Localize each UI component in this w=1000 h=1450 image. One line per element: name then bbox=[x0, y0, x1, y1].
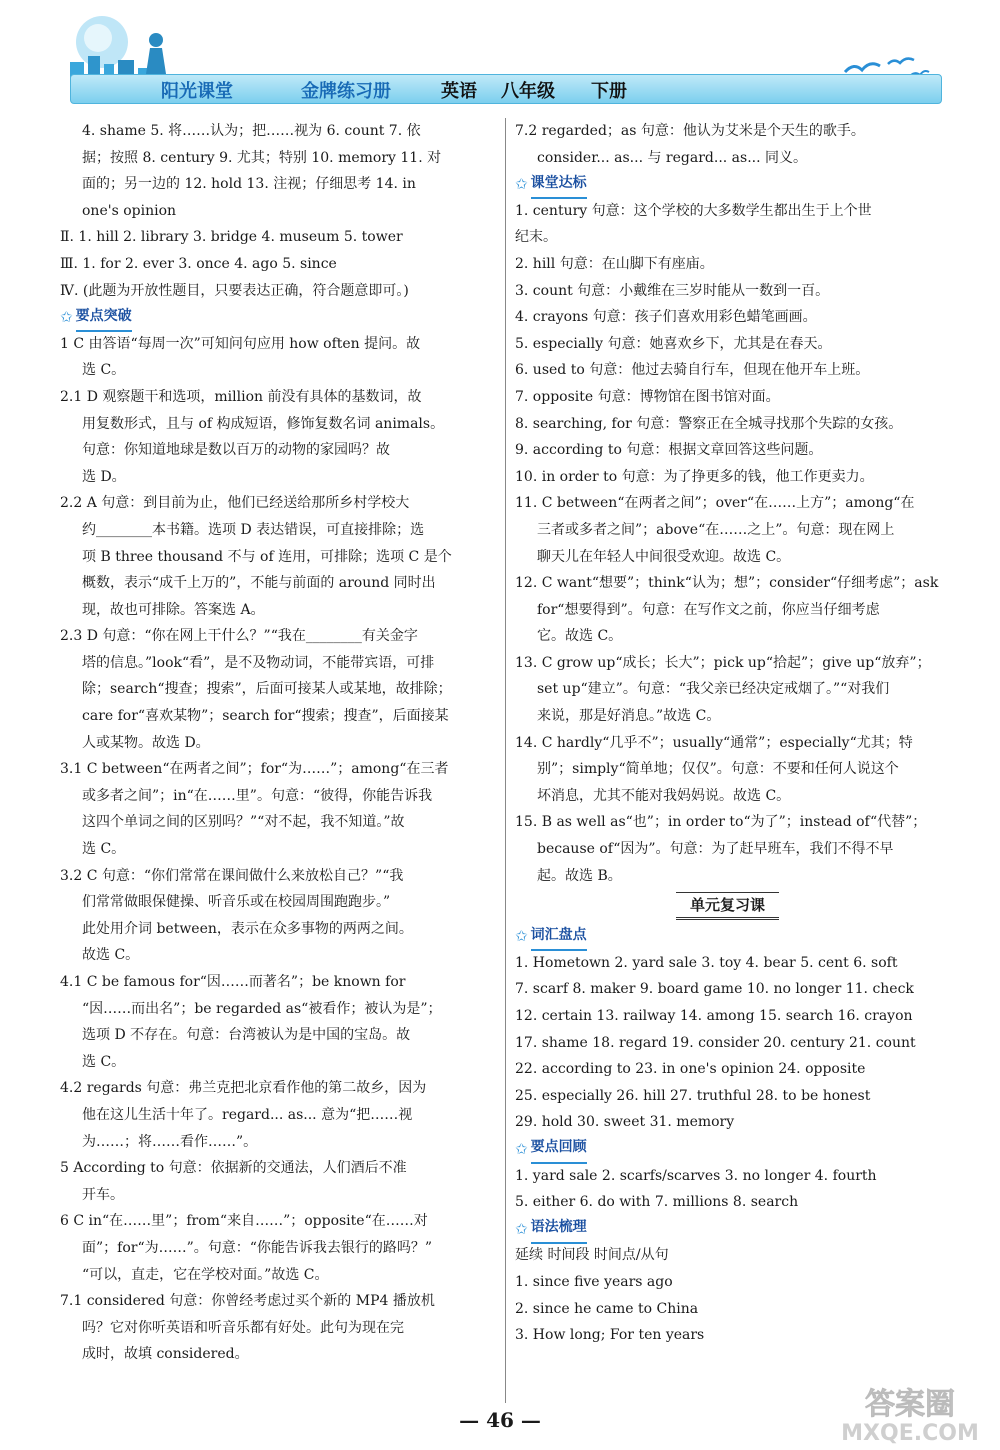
section-title: 词汇盘点 bbox=[531, 922, 587, 952]
answer-line: “可以，直走，它在学校对面。”故选 C。 bbox=[82, 1266, 329, 1283]
answer-line: 或多者之间”；in“在……里”。句意：“彼得，你能告诉我 bbox=[82, 787, 433, 804]
answer-line: 7.2 regarded；as 句意：他认为艾米是个天生的歌手。 bbox=[515, 123, 865, 139]
watermark-logo bbox=[835, 1380, 985, 1446]
answer-line: 用复数形式，且与 of 构成短语，修饰复数名词 animals。 bbox=[82, 415, 445, 432]
star-icon: ✩ bbox=[515, 1139, 528, 1158]
answer-line: 除；search“搜查；搜索”，后面可接某人或某地，故排除； bbox=[82, 681, 452, 698]
section-title: 要点回顾 bbox=[531, 1134, 587, 1164]
star-icon: ✩ bbox=[515, 175, 528, 194]
series-title: 阳光课堂 bbox=[161, 81, 233, 102]
answer-line: 起。故选 B。 bbox=[537, 867, 622, 884]
answer-line: 22. according to 23. in one's opinion 24. opposite bbox=[515, 1061, 866, 1078]
answer-line: 7. opposite 句意：博物馆在图书馆对面。 bbox=[515, 388, 780, 405]
answer-line: because of“因为”。句意：为了赶早班车，我们不得不早 bbox=[537, 841, 894, 858]
answer-line: 25. especially 26. hill 27. truthful 28. to be honest bbox=[515, 1087, 871, 1104]
answer-line: 14. C hardly“几乎不”；usually“通常”；especially“尤其；特 bbox=[515, 734, 913, 751]
answer-line: 三者或多者之间”；above“在……之上”。句意：现在网上 bbox=[537, 521, 895, 538]
answer-line: 吗？它对你听英语和听音乐都有好处。此句为现在完 bbox=[82, 1319, 404, 1336]
answer-line: 29. hold 30. sweet 31. memory bbox=[515, 1114, 735, 1131]
right-column bbox=[515, 118, 940, 1349]
answer-line: 4.2 regards 句意：弗兰克把北京看作他的第二故乡，因为 bbox=[60, 1080, 427, 1097]
answer-line: 7.1 considered 句意：你曾经考虑过买个新的 MP4 播放机 bbox=[60, 1293, 435, 1310]
answer-line: 6 C in“在……里”；from“来自……”；opposite“在……对 bbox=[60, 1213, 428, 1230]
answer-line: 句意：你知道地球是数以百万的动物的家园吗？故 bbox=[82, 442, 390, 459]
answer-line: 3.1 C between“在两者之间”；for“为……”；among“在三者 bbox=[60, 761, 449, 778]
answer-line: care for“喜欢某物”；search for“搜索；搜查”，后面接某 bbox=[82, 708, 449, 725]
answer-line: Ⅳ. (此题为开放性题目，只要表达正确，符合题意即可。) bbox=[60, 282, 409, 299]
answer-line: 选 D。 bbox=[82, 468, 126, 485]
answer-line: 4. crayons 句意：孩子们喜欢用彩色蜡笔画画。 bbox=[515, 309, 817, 326]
header-banner bbox=[70, 74, 942, 104]
grade-label: 八年级 bbox=[501, 81, 555, 102]
answer-line: for“想要得到”。句意：在写作文之前，你应当仔细考虑 bbox=[537, 601, 880, 618]
answer-line: “因……而出名”；be regarded as“被看作；被认为是”； bbox=[82, 1000, 442, 1017]
answer-line: 约________本书籍。选项 D 表达错误，可直接排除；选 bbox=[82, 521, 425, 538]
watermark-top-text: 答案圈 bbox=[865, 1387, 955, 1422]
answer-line: 选 C。 bbox=[82, 841, 126, 858]
answer-line: 概数，表示“成千上万的”，不能与前面的 around 同时出 bbox=[82, 575, 436, 592]
answer-line: 3.2 C 句意：“你们常常在课间做什么来放松自己？”“我 bbox=[60, 867, 404, 884]
left-column bbox=[60, 118, 495, 1368]
answer-line: 1. since five years ago bbox=[515, 1273, 673, 1290]
subject-label: 英语 bbox=[441, 81, 477, 102]
answer-line: 成时，故填 considered。 bbox=[82, 1346, 249, 1363]
answer-line: 塔的信息。”look“看”，是不及物动词，不能带宾语，可排 bbox=[82, 654, 435, 671]
section-heading bbox=[60, 304, 495, 331]
section-heading bbox=[515, 1136, 940, 1163]
answer-line: 1. Hometown 2. yard sale 3. toy 4. bear 5. cent 6. soft bbox=[515, 954, 898, 971]
answer-line: 坏消息，尤其不能对我妈妈说。故选 C。 bbox=[537, 787, 791, 804]
volume-label: 下册 bbox=[591, 81, 627, 102]
page-number: — 46 — bbox=[459, 1408, 541, 1432]
answer-line: Ⅱ. 1. hill 2. library 3. bridge 4. museum 5. tower bbox=[60, 229, 403, 246]
answer-line: 这四个单词之间的区别吗？”“对不起，我不知道。”故 bbox=[82, 814, 405, 831]
answer-line: 来说，那是好消息。”故选 C。 bbox=[537, 708, 721, 725]
watermark-bottom-text: MXQE.COM bbox=[841, 1421, 979, 1446]
answer-line: 11. C between“在两者之间”；over“在……上方”；among“在 bbox=[515, 495, 915, 512]
answer-line: 2.3 D 句意：“你在网上干什么？”“我在________有关金字 bbox=[60, 628, 418, 645]
answer-line: 选项 D 不存在。句意：台湾被认为是中国的宝岛。故 bbox=[82, 1027, 411, 1044]
answer-line: 4.1 C be famous for“因……而著名”；be known for bbox=[60, 974, 406, 990]
answer-line: 1 C 由答语“每周一次”可知问句应用 how often 提问。故 bbox=[60, 335, 421, 352]
star-icon: ✩ bbox=[515, 1219, 528, 1238]
answer-line: 2.2 A 句意：到目前为止，他们已经送给那所乡村学校大 bbox=[60, 495, 410, 512]
answer-line: 2. hill 句意：在山脚下有座庙。 bbox=[515, 255, 714, 272]
book-title: 金牌练习册 bbox=[301, 81, 391, 102]
answer-line: 3. How long; For ten years bbox=[515, 1327, 705, 1344]
unit-heading bbox=[515, 891, 940, 921]
answer-line: 据；按照 8. century 9. 尤其；特别 10. memory 11. 对 bbox=[82, 149, 442, 166]
answer-line: consider... as... 与 regard... as... 同义。 bbox=[537, 149, 808, 166]
answer-line: 5. especially 句意：她喜欢乡下，尤其是在春天。 bbox=[515, 335, 832, 352]
answer-line: 17. shame 18. regard 19. consider 20. century 21. count bbox=[515, 1034, 916, 1051]
answer-line: 延续 时间段 时间点/从句 bbox=[515, 1247, 669, 1264]
answer-line: 2.1 D 观察题干和选项，million 前没有具体的基数词，故 bbox=[60, 388, 422, 405]
column-divider bbox=[505, 118, 506, 1403]
answer-line: 们常常做眼保健操、听音乐或在校园周围跑跑步。” bbox=[82, 894, 391, 911]
answer-line: 聊天儿在年轻人中间很受欢迎。故选 C。 bbox=[537, 548, 791, 565]
answer-line: Ⅲ. 1. for 2. ever 3. once 4. ago 5. since bbox=[60, 255, 337, 272]
answer-line: 2. since he came to China bbox=[515, 1300, 699, 1317]
answer-line: 项 B three thousand 不与 of 连用，可排除；选项 C 是个 bbox=[82, 548, 452, 565]
answer-line: 10. in order to 句意：为了挣更多的钱，他工作更卖力。 bbox=[515, 468, 874, 485]
section-title: 课堂达标 bbox=[531, 170, 587, 200]
answer-line: 它。故选 C。 bbox=[537, 628, 623, 645]
answer-line: 1. yard sale 2. scarfs/scarves 3. no longer 4. fourth bbox=[515, 1167, 877, 1184]
answer-line: 9. according to 句意：根据文章回答这些问题。 bbox=[515, 442, 823, 459]
answer-line: one's opinion bbox=[82, 202, 177, 219]
answer-line: 1. century 句意：这个学校的大多数学生都出生于上个世 bbox=[515, 202, 872, 219]
section-title: 要点突破 bbox=[76, 303, 132, 333]
answer-line: 12. C want“想要”；think“认为；想”；consider“仔细考虑”；ask bbox=[515, 575, 939, 592]
answer-line: 5 According to 句意：依据新的交通法，人们酒后不准 bbox=[60, 1160, 407, 1177]
unit-title: 单元复习课 bbox=[676, 892, 779, 920]
section-heading bbox=[515, 1216, 940, 1243]
answer-line: 选 C。 bbox=[82, 362, 126, 379]
answer-line: 8. searching, for 句意：警察正在全城寻找那个失踪的女孩。 bbox=[515, 415, 903, 432]
answer-line: 15. B as well as“也”；in order to“为了”；instead of“代替”； bbox=[515, 814, 927, 831]
answer-line: 12. certain 13. railway 14. among 15. search 16. crayon bbox=[515, 1008, 913, 1024]
answer-line: set up“建立”。句意：“我父亲已经决定戒烟了。”“对我们 bbox=[537, 681, 890, 698]
section-title: 语法梳理 bbox=[531, 1214, 587, 1244]
answer-line: 现，故也可排除。答案选 A。 bbox=[82, 601, 265, 618]
answer-line: 6. used to 句意：他过去骑自行车，但现在他开车上班。 bbox=[515, 362, 870, 379]
answer-line: 人或某物。故选 D。 bbox=[82, 734, 210, 751]
answer-line: 5. either 6. do with 7. millions 8. search bbox=[515, 1194, 799, 1211]
answer-line: 面”；for“为……”。句意：“你能告诉我去银行的路吗？” bbox=[82, 1239, 433, 1256]
answer-line: 面的；另一边的 12. hold 13. 注视；仔细思考 14. in bbox=[82, 176, 416, 193]
answer-line: 为……；将……看作……”。 bbox=[82, 1133, 258, 1150]
answer-line: 4. shame 5. 将……认为；把……视为 6. count 7. 依 bbox=[82, 123, 421, 139]
answer-line: 3. count 句意：小戴维在三岁时能从一数到一百。 bbox=[515, 282, 830, 299]
answer-line: 13. C grow up“成长；长大”；pick up“拾起”；give up“放弃”； bbox=[515, 654, 931, 671]
answer-line: 别”；simply“简单地；仅仅”。句意：不要和任何人说这个 bbox=[537, 761, 899, 778]
answer-line: 开车。 bbox=[82, 1186, 124, 1203]
answer-line: 故选 C。 bbox=[82, 947, 140, 964]
answer-line: 选 C。 bbox=[82, 1053, 126, 1070]
section-heading bbox=[515, 923, 940, 950]
star-icon: ✩ bbox=[60, 308, 73, 327]
page-header bbox=[60, 12, 940, 104]
star-icon: ✩ bbox=[515, 927, 528, 946]
answer-line: 纪末。 bbox=[515, 229, 557, 246]
answer-line: 7. scarf 8. maker 9. board game 10. no longer 11. check bbox=[515, 981, 914, 998]
answer-line: 他在这儿生活十年了。regard... as... 意为“把……视 bbox=[82, 1106, 413, 1123]
section-heading bbox=[515, 171, 940, 198]
answer-line: 此处用介词 between，表示在众多事物的两两之间。 bbox=[82, 920, 413, 937]
